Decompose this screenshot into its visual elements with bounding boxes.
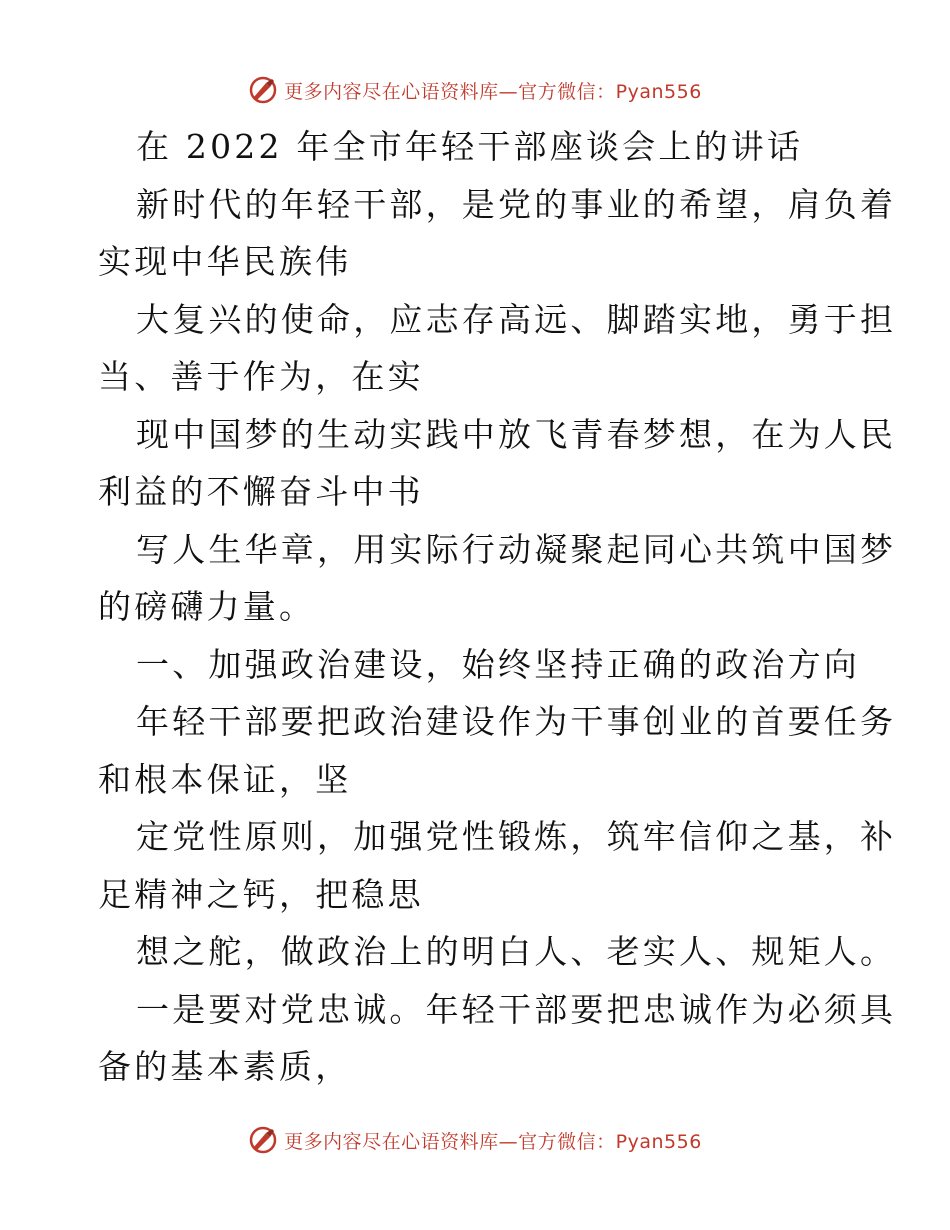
paragraph-line: 足精神之钙，把稳思 — [98, 874, 424, 914]
paragraph-line: 年轻干部要把政治建设作为干事创业的首要任务 — [136, 702, 897, 741]
header-banner-text: 更多内容尽在心语资料库—官方微信：Pyan556 — [284, 80, 702, 103]
header-banner — [0, 70, 950, 110]
paragraph-line: 大复兴的使命，应志存高远、脚踏实地，勇于担 — [136, 299, 897, 339]
paragraph-line: 利益的不懈奋斗中书 — [98, 472, 424, 511]
footer-banner — [0, 1120, 950, 1160]
paragraph-line: 的磅礴力量。 — [98, 587, 316, 626]
paragraph-line: 当、善于作为，在实 — [98, 357, 424, 396]
paragraph-line: 备的基本素质， — [98, 1047, 352, 1086]
document-body — [98, 118, 897, 1096]
document-title: 在 2022 年全市年轻干部座谈会上的讲话 — [136, 127, 804, 166]
paragraph-line: 新时代的年轻干部，是党的事业的希望，肩负着 — [136, 184, 897, 224]
paragraph-line: 想之舵，做政治上的明白人、老实人、规矩人。 — [136, 932, 897, 971]
pen-nib-logo-icon — [248, 1125, 278, 1155]
paragraph-line: 实现中华民族伟 — [98, 242, 352, 281]
footer-banner-text: 更多内容尽在心语资料库—官方微信：Pyan556 — [284, 1130, 702, 1153]
paragraph-line: 一是要对党忠诚。年轻干部要把忠诚作为必须具 — [136, 989, 897, 1029]
section-heading: 一、加强政治建设，始终坚持正确的政治方向 — [136, 644, 860, 684]
paragraph-line: 现中国梦的生动实践中放飞青春梦想，在为人民 — [136, 414, 897, 454]
pen-nib-logo-icon — [248, 75, 278, 105]
paragraph-line: 写人生华章，用实际行动凝聚起同心共筑中国梦 — [136, 529, 897, 569]
paragraph-line: 定党性原则，加强党性锻炼，筑牢信仰之基，补 — [136, 817, 897, 856]
paragraph-line: 和根本保证，坚 — [98, 759, 352, 799]
